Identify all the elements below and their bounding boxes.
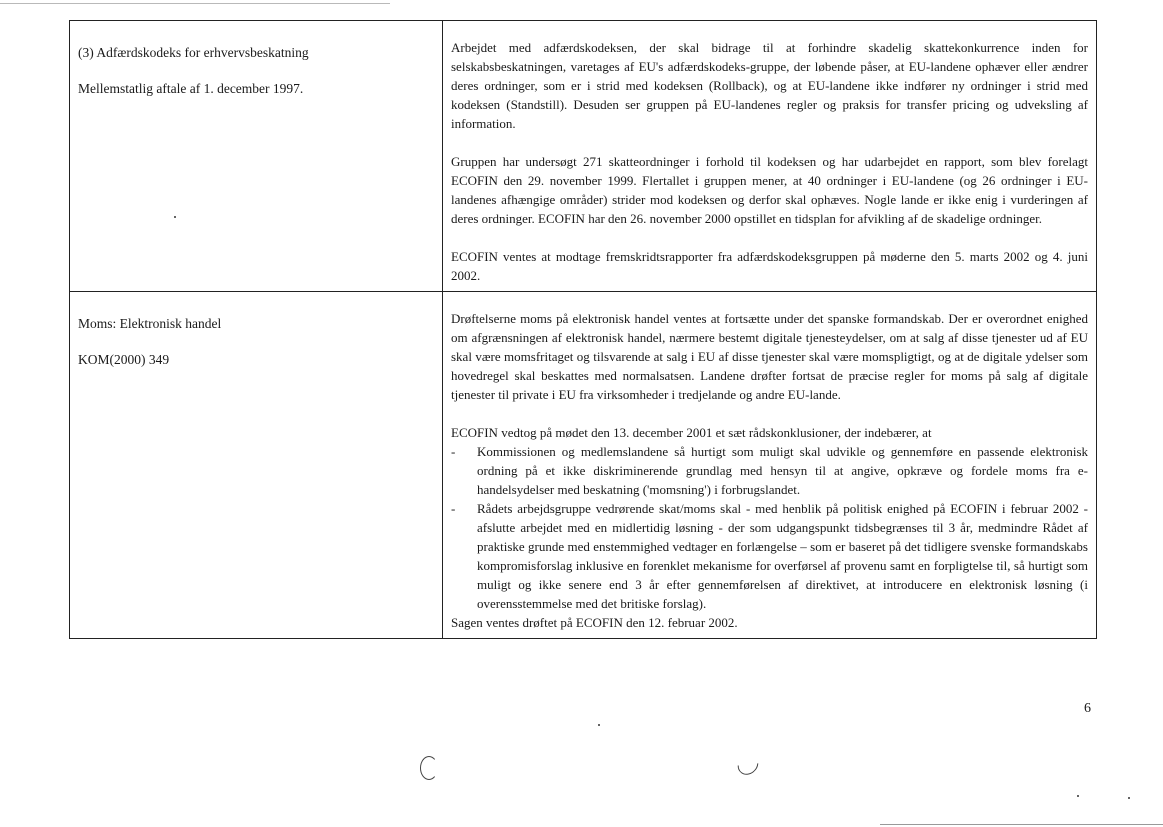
topic-cell xyxy=(70,292,443,639)
topic-reference: Mellemstatlig aftale af 1. december 1997. xyxy=(78,81,304,96)
scan-artifact-mark xyxy=(734,750,763,779)
topic-title: Moms: Elektronisk handel xyxy=(78,316,222,331)
bullet-text: Rådets arbejdsgruppe vedrørende skat/moms skal - med henblik på politisk enighed på ECOFIN i februar 2002 - afslutte arbejdet med en midlertidig løsning - der som udgangspunkt tidsbegrænses til 3 år, medmindre Rådet af praktiske grunde med enstemmighed vedtager en forlængelse – som er baseret på det tidligere svenske formandskabs kompromisforslag inklusive en forenklet mekanisme for overførsel af provenu samt en forpligtelse til, så hurtigt som muligt og ikke senere end 3 år efter gennemførelsen af direktivet, at introducere en elektronisk løsning (i overensstemmelse med det britiske forslag). xyxy=(477,501,1088,611)
scan-artifact-dot xyxy=(598,724,600,726)
topic-reference: KOM(2000) 349 xyxy=(78,352,170,367)
scan-artifact-mark xyxy=(420,756,438,780)
topic-cell xyxy=(70,21,443,292)
bullet-item xyxy=(451,442,1088,499)
page-number: 6 xyxy=(1084,701,1091,716)
bullet-marker: - xyxy=(451,444,456,459)
conclusions-intro: ECOFIN vedtog på mødet den 13. december 2001 et sæt rådskonklusioner, der indebærer, at xyxy=(451,425,932,440)
table-row xyxy=(70,21,1097,292)
scan-artifact-dot xyxy=(1128,797,1130,799)
bullet-item xyxy=(451,499,1088,613)
status-cell xyxy=(443,292,1097,639)
status-paragraph: Gruppen har undersøgt 271 skatteordninger i forhold til kodeksen og har udarbejdet en rapport, som blev forelagt ECOFIN den 29. november 1999. Flertallet i gruppen mener, at 40 ordninger i EU-landene (og 26 ordninger i EU-landenes afhængige områder) strider mod kodeksen og derfor skal ophæves. Nogle lande er ikke enig i vurderingen af deres ordninger. ECOFIN har den 26. november 2000 opstillet en tidsplan for afvikling af de skadelige ordninger. xyxy=(451,154,1088,226)
status-paragraph: Arbejdet med adfærdskodeksen, der skal bidrage til at forhindre skadelig skattekonkurrence inden for selskabsbeskatningen, varetages af EU's adfærdskodeks-gruppe, der løbende påser, at EU-landene ophæver eller ændrer deres ordninger, som er i strid med kodeksen (Rollback), og at EU-landene ikke indfører ny ordninger i strid med kodeksen (Standstill). Desuden ser gruppen på EU-landenes regler og praksis for transfer pricing og udveksling af information. xyxy=(451,40,1088,131)
scan-bottom-rule xyxy=(880,824,1163,825)
table-row xyxy=(70,292,1097,639)
scan-artifact-dot xyxy=(1077,795,1079,797)
status-paragraph: Drøftelserne moms på elektronisk handel ventes at fortsætte under det spanske formandskab. Der er overordnet enighed om afgrænsningen af elektronisk handel, nærmere bestemt digitale tjenesteydelser, om at salg af disse tjenester ud af EU skal være momsfritaget og tilsvarende at salg i EU af disse tjenester skal være momspligtigt, og at de digitale ydelser som hovedregel skal beskattes med normalsatsen. Landene drøfter fortsat de præcise regler for moms på salg af digitale tjenester til private i EU fra virksomheder i tredjelande og andre EU-lande. xyxy=(451,311,1088,402)
bullet-text: Kommissionen og medlemslandene så hurtigt som muligt skal udvikle og gennemføre en passende elektronisk ordning på et ikke diskriminerende grundlag med hensyn til at angive, opkræve og fordele moms fra e-handelsydelser med beskatning ('momsning') i forbrugslandet. xyxy=(477,444,1088,497)
bullet-marker: - xyxy=(451,501,456,516)
status-paragraph: ECOFIN ventes at modtage fremskridtsrapporter fra adfærdskodeksgruppen på møderne den 5. marts 2002 og 4. juni 2002. xyxy=(451,249,1088,283)
scan-artifact-dot xyxy=(174,216,176,218)
topic-title: (3) Adfærdskodeks for erhvervsbeskatning xyxy=(78,45,309,60)
document-table xyxy=(69,20,1097,639)
status-cell xyxy=(443,21,1097,292)
closing-paragraph: Sagen ventes drøftet på ECOFIN den 12. februar 2002. xyxy=(451,615,738,630)
scan-top-rule xyxy=(0,3,390,4)
